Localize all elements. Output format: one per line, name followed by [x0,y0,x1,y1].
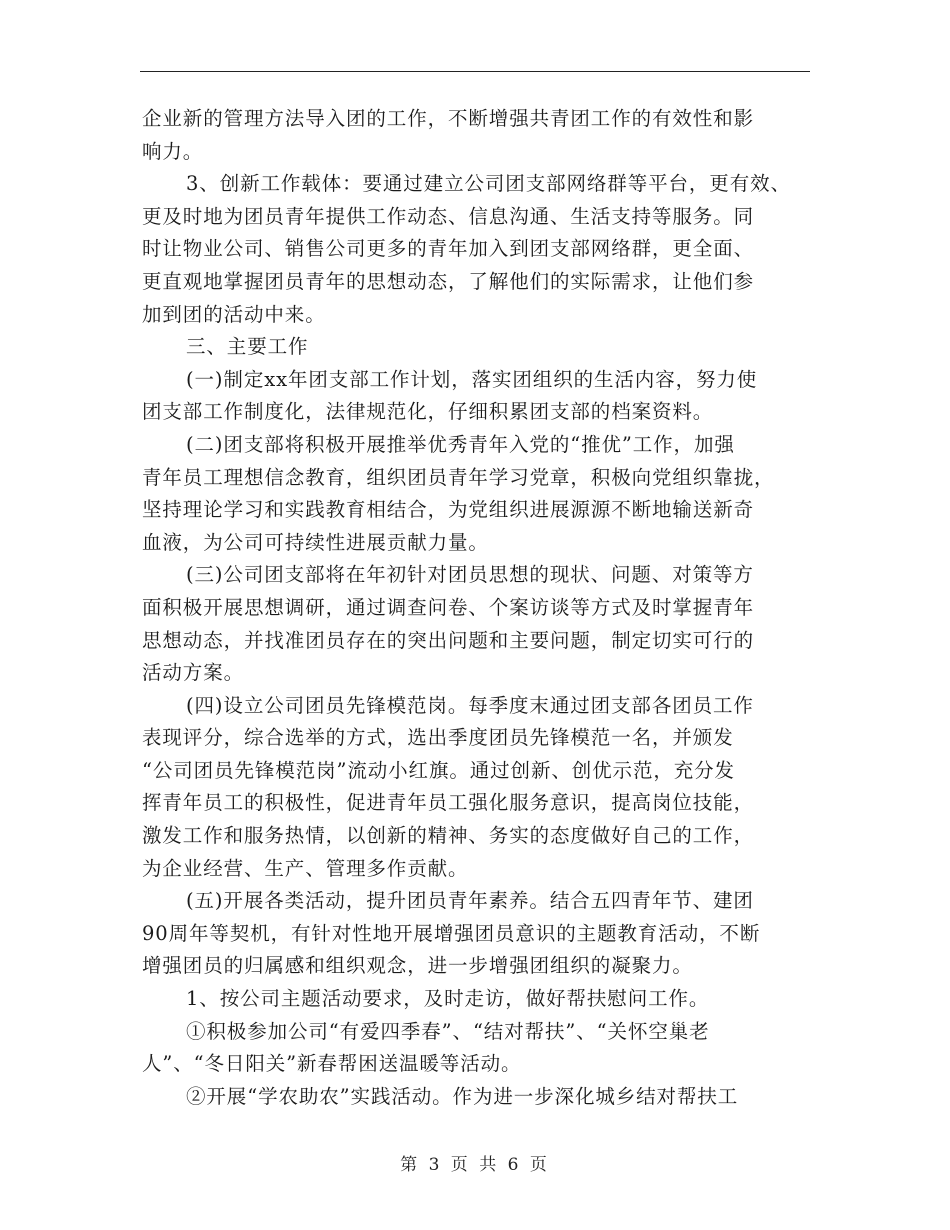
text-line: (二)团支部将积极开展推举优秀青年入党的“推优”工作，加强 [186,432,735,456]
text-line: “公司团员先锋模范岗”流动小红旗。通过创新、创优示范，充分发 [142,758,735,782]
text-line: 增强团员的归属感和组织观念，进一步增强团组织的凝聚力。 [142,954,693,978]
header-rule [140,71,810,72]
text-line: (四)设立公司团员先锋模范岗。每季度末通过团支部各团员工作 [186,693,754,717]
text-line: 挥青年员工的积极性，促进青年员工强化服务意识，提高岗位技能， [142,791,755,815]
text-line: ①积极参加公司“有爱四季春”、“结对帮扶”、“关怀空巢老 [186,1019,710,1043]
text-line: (三)公司团支部将在年初针对团员思想的现状、问题、对策等方 [186,563,754,587]
text-line: 团支部工作制度化，法律规范化，仔细积累团支部的档案资料。 [142,400,714,424]
text-line: 更及时地为团员青年提供工作动态、信息沟通、生活支持等服务。同 [142,204,755,228]
text-line: 三、主要工作 [186,335,309,359]
text-line: (五)开展各类活动，提升团员青年素养。结合五四青年节、建团 [186,889,754,913]
text-line: 思想动态，并找准团员存在的突出问题和主要问题，制定切实可行的 [142,628,755,652]
text-line: 1、按公司主题活动要求，及时走访，做好帮扶慰问工作。 [186,987,710,1011]
text-line: 表现评分，综合选举的方式，选出季度团员先锋模范一名，并颁发 [142,726,734,750]
text-line: 激发工作和服务热情，以创新的精神、务实的态度做好自己的工作， [142,824,755,848]
page-number: 第 3 页 共 6 页 [400,1155,550,1175]
text-line: 加到团的活动中来。 [142,302,326,326]
text-line: 响力。 [142,139,204,163]
text-line: 青年员工理想信念教育，组织团员青年学习党章，积极向党组织靠拢， [142,465,775,489]
text-line: 坚持理论学习和实践教育相结合，为党组织进展源源不断地输送新奇 [142,498,755,522]
text-line: (一)制定xx年团支部工作计划，落实团组织的生活内容，努力使 [186,367,758,391]
text-line: 3、创新工作载体：要通过建立公司团支部网络群等平台，更有效、 [186,172,791,196]
text-line: 人”、“冬日阳关”新春帮困送温暖等活动。 [142,1052,522,1076]
text-line: 为企业经营、生产、管理多作贡献。 [142,856,469,880]
text-line: 企业新的管理方法导入团的工作，不断增强共青团工作的有效性和影 [142,107,755,130]
text-line: ②开展“学农助农”实践活动。作为进一步深化城乡结对帮扶工 [186,1084,739,1108]
text-line: 时让物业公司、销售公司更多的青年加入到团支部网络群，更全面、 [142,237,755,261]
document-body [142,103,822,1113]
text-line: 血液，为公司可持续性进展贡献力量。 [142,530,489,554]
text-line: 90周年等契机，有针对性地开展增强团员意识的主题教育活动，不断 [142,921,761,945]
text-line: 面积极开展思想调研，通过调查问卷、个案访谈等方式及时掌握青年 [142,595,755,619]
text-line: 更直观地掌握团员青年的思想动态，了解他们的实际需求，让他们参 [142,269,755,293]
text-line: 活动方案。 [142,661,245,685]
